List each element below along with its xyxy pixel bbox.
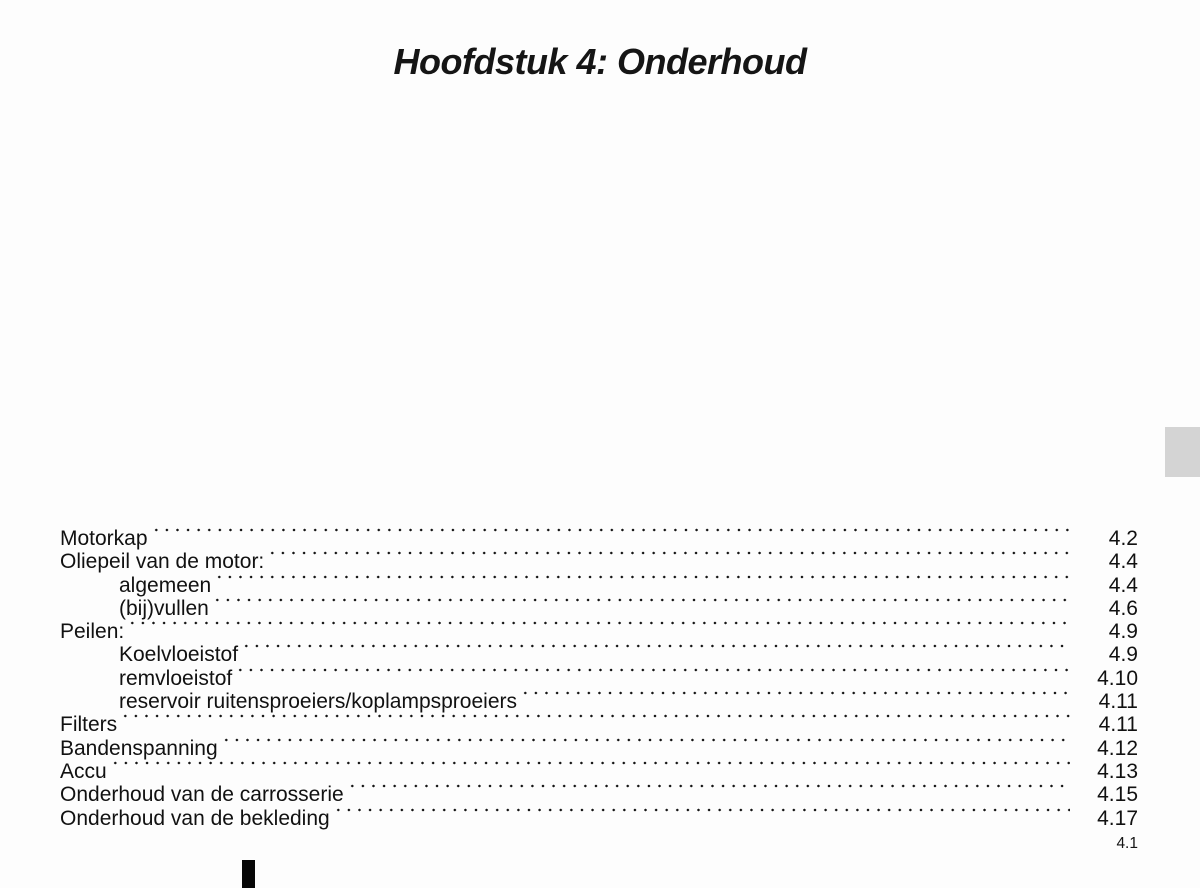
toc-entry-page: 4.9 [1108, 643, 1138, 667]
dot-leader [520, 690, 1070, 713]
print-registration-mark [242, 860, 255, 888]
footer-page-number: 4.1 [1116, 835, 1138, 852]
toc-entry [60, 690, 1138, 713]
toc-entry-label: (bij)vullen [119, 596, 209, 620]
toc-entry [60, 667, 1138, 690]
toc-entry [60, 643, 1138, 666]
dot-leader [235, 667, 1070, 690]
toc-entry-label: Bandenspanning [60, 736, 218, 760]
dot-leader [151, 527, 1070, 550]
toc-entry-page: 4.11 [1098, 713, 1138, 737]
toc-entry-page: 4.13 [1097, 759, 1138, 783]
table-of-contents [60, 527, 1138, 830]
toc-entry [60, 783, 1138, 806]
toc-entry-page: 4.15 [1097, 783, 1138, 807]
dot-leader [267, 550, 1070, 573]
dot-leader [110, 760, 1070, 783]
toc-entry [60, 527, 1138, 550]
toc-entry-page: 4.6 [1108, 596, 1138, 620]
toc-entry-page: 4.2 [1108, 527, 1138, 550]
toc-entry [60, 550, 1138, 573]
toc-entry-label: reservoir ruitensproeiers/koplampsproeiers [119, 690, 517, 714]
toc-entry-page: 4.17 [1097, 806, 1138, 830]
toc-entry-label: Onderhoud van de bekleding [60, 806, 330, 830]
toc-entry-label: Filters [60, 713, 118, 737]
toc-entry [60, 807, 1138, 830]
dot-leader [214, 574, 1070, 597]
toc-entry-page: 4.10 [1097, 666, 1138, 690]
toc-entry-label: Koelvloeistof [119, 643, 239, 667]
toc-entry [60, 737, 1138, 760]
dot-leader [241, 643, 1070, 666]
toc-entry-label: algemeen [119, 573, 212, 597]
chapter-title: Hoofdstuk 4: Onderhoud [393, 41, 807, 83]
toc-entry-label: Oliepeil van de motor: [60, 550, 265, 574]
toc-entry-page: 4.9 [1108, 620, 1138, 644]
dot-leader [333, 807, 1070, 830]
dot-leader [120, 713, 1070, 736]
toc-entry-label: Accu [60, 759, 107, 783]
toc-entry-page: 4.4 [1108, 550, 1138, 574]
toc-entry-page: 4.4 [1108, 573, 1138, 597]
toc-entry [60, 574, 1138, 597]
toc-entry-page: 4.11 [1098, 690, 1138, 714]
toc-entry-label: Motorkap [60, 527, 148, 550]
chapter-edge-tab [1165, 427, 1200, 477]
toc-entry-page: 4.12 [1097, 736, 1138, 760]
dot-leader [212, 597, 1070, 620]
toc-entry [60, 713, 1138, 736]
dot-leader [127, 620, 1070, 643]
dot-leader [347, 783, 1070, 806]
toc-entry [60, 597, 1138, 620]
toc-entry-label: Onderhoud van de carrosserie [60, 783, 344, 807]
toc-entry-label: remvloeistof [119, 666, 233, 690]
toc-entry [60, 620, 1138, 643]
toc-entry-label: Peilen: [60, 620, 125, 644]
toc-entry [60, 760, 1138, 783]
dot-leader [221, 737, 1070, 760]
